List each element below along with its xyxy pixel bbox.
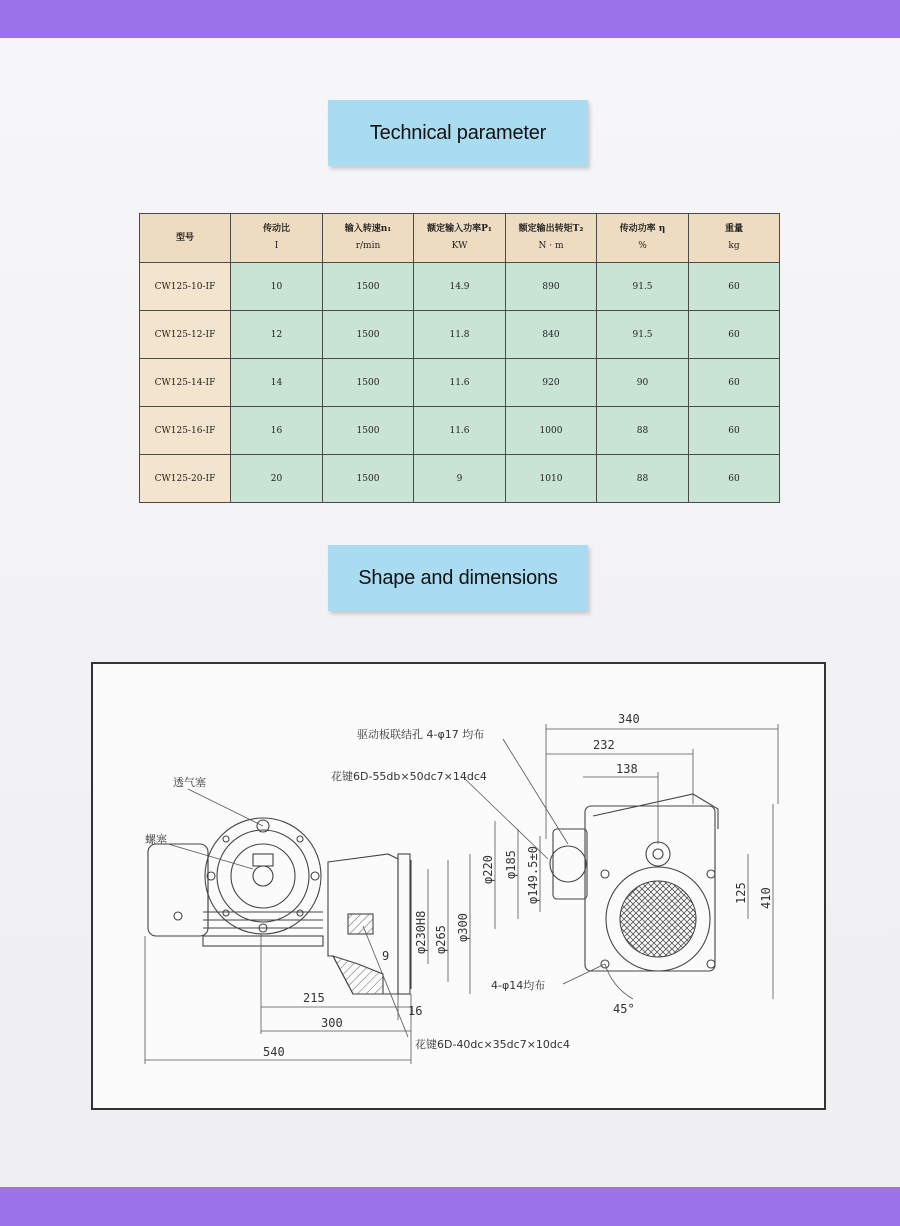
technical-drawing [91,662,826,1110]
dim-220: φ220 [481,855,495,884]
cell-model: CW125-20-IF [140,455,231,503]
cell-ratio: 12 [231,311,323,359]
cell-input-power: 11.8 [414,311,506,359]
cell-ratio: 16 [231,407,323,455]
cell-input-speed: 1500 [323,407,414,455]
cell-model: CW125-12-IF [140,311,231,359]
dim-125: 125 [734,882,748,904]
dim-9: 9 [382,949,390,963]
spline-top-label: 花键6D-55db×50dc7×14dc4 [331,770,487,783]
cell-input-speed: 1500 [323,455,414,503]
cell-weight: 60 [689,455,780,503]
dim-300-horizontal: 300 [321,1016,343,1030]
dim-149: φ149.5±0 [526,846,540,904]
cell-ratio: 10 [231,263,323,311]
cell-input-speed: 1500 [323,359,414,407]
table-row [140,359,780,407]
table-header-row [140,214,780,263]
dim-215: 215 [303,991,325,1005]
cell-output-torque: 1000 [506,407,597,455]
cell-efficiency: 88 [597,455,689,503]
cell-efficiency: 91.5 [597,263,689,311]
technical-parameter-table [139,213,780,503]
dim-138: 138 [616,762,638,776]
cell-input-power: 11.6 [414,359,506,407]
cell-efficiency: 91.5 [597,311,689,359]
bottom-band [0,1187,900,1226]
table-row [140,455,780,503]
cell-ratio: 20 [231,455,323,503]
cell-output-torque: 890 [506,263,597,311]
dim-300: φ300 [456,913,470,942]
cell-model: CW125-10-IF [140,263,231,311]
header-weight: 重量 kg [689,214,780,263]
front-flange [205,818,321,934]
technical-parameter-title: Technical parameter [328,100,588,166]
dim-540: 540 [263,1045,285,1059]
header-ratio: 传动比 I [231,214,323,263]
spline-bottom-label: 花键6D-40dc×35dc7×10dc4 [415,1038,570,1051]
cell-output-torque: 920 [506,359,597,407]
cell-input-speed: 1500 [323,263,414,311]
table-row [140,407,780,455]
header-input-speed: 输入转速n₁ r/min [323,214,414,263]
cell-model: CW125-14-IF [140,359,231,407]
cell-ratio: 14 [231,359,323,407]
cell-input-power: 9 [414,455,506,503]
header-output-torque: 额定输出转矩T₂ N · m [506,214,597,263]
cell-efficiency: 90 [597,359,689,407]
shape-dimensions-title: Shape and dimensions [328,545,588,611]
dim-45-degree: 45° [613,1002,635,1016]
dim-265: φ265 [434,925,448,954]
holes-bottom-label: 4-φ14均布 [491,979,546,992]
cell-weight: 60 [689,263,780,311]
cell-weight: 60 [689,311,780,359]
top-band [0,0,900,38]
motor-base [203,936,323,946]
cell-output-torque: 840 [506,311,597,359]
header-efficiency: 传动功率 η % [597,214,689,263]
cell-weight: 60 [689,359,780,407]
plug-label: 螺塞 [145,833,167,846]
header-input-power: 额定输入功率P₁ KW [414,214,506,263]
dim-16: 16 [408,1004,423,1018]
cell-input-power: 14.9 [414,263,506,311]
table-row [140,311,780,359]
cell-input-speed: 1500 [323,311,414,359]
dim-230: φ230H8 [414,910,428,954]
cell-efficiency: 88 [597,407,689,455]
header-model: 型号 [140,214,231,263]
cell-weight: 60 [689,407,780,455]
dim-232: 232 [593,738,615,752]
mount-holes-label: 驱动板联结孔 4-φ17 均布 [357,728,485,741]
dim-185: φ185 [504,850,518,879]
dim-340: 340 [618,712,640,726]
cell-input-power: 11.6 [414,407,506,455]
motor-body [148,844,208,936]
cell-model: CW125-16-IF [140,407,231,455]
table-row [140,263,780,311]
dim-410: 410 [759,887,773,909]
breather-label: 透气塞 [173,776,206,789]
cell-output-torque: 1010 [506,455,597,503]
